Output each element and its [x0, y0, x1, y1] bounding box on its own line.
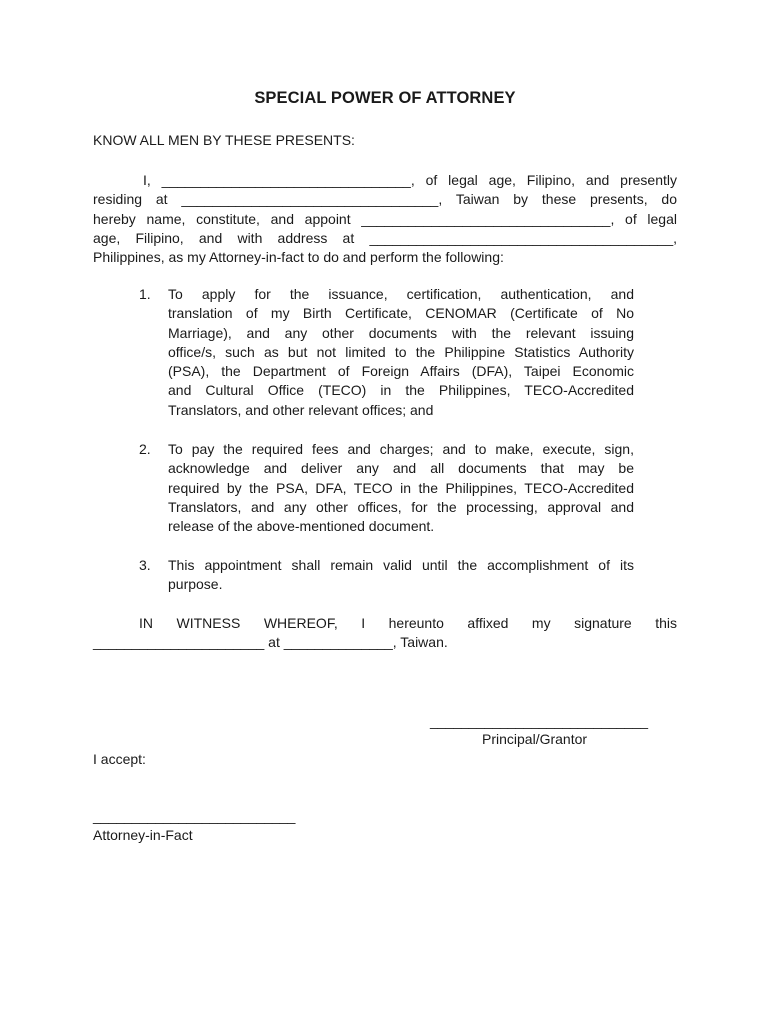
list-number: 2.	[139, 441, 151, 457]
attorney-label: Attorney-in-Fact	[93, 827, 193, 843]
list-item-line: translation of my Birth Certificate, CENOMAR (Certificate of No	[168, 305, 634, 322]
intro-line: age, Filipino, and with address at _______________________________________,	[93, 229, 677, 246]
list-item-line: Translators, and other relevant offices; and	[168, 401, 434, 418]
list-item-3	[168, 556, 634, 595]
intro-line: residing at _________________________________, Taiwan by these presents, do	[93, 191, 677, 208]
list-item-line: acknowledge and deliver any and all documents that may be	[168, 460, 634, 477]
list-item-line: required by the PSA, DFA, TECO in the Philippines, TECO-Accredited	[168, 479, 634, 496]
list-item-line: To pay the required fees and charges; and to make, execute, sign,	[168, 441, 634, 457]
list-item-line: Translators, and any other offices, for the processing, approval and	[168, 498, 634, 515]
principal-label: Principal/Grantor	[482, 731, 588, 747]
list-item-1	[168, 285, 634, 420]
witness-clause: IN WITNESS WHEREOF, I hereunto affixed my signature this	[139, 615, 677, 631]
list-number: 1.	[139, 286, 151, 302]
list-item-line: release of the above-mentioned document.	[168, 518, 435, 535]
list-item-line: office/s, such as but not limited to the Philippine Statistics Authority	[168, 343, 634, 360]
intro-line: hereby name, constitute, and appoint ________________________________, of legal	[93, 210, 677, 227]
attorney-signature-line: __________________________	[93, 808, 296, 824]
document-title: SPECIAL POWER OF ATTORNEY	[254, 89, 516, 107]
list-number: 3.	[139, 557, 151, 573]
accept-label: I accept:	[93, 751, 146, 767]
intro-line: I, ________________________________, of legal age, Filipino, and presently	[143, 172, 677, 188]
list-item-line: To apply for the issuance, certification, authentication, and	[168, 286, 634, 302]
list-item-line: Marriage), and any other documents with the relevant issuing	[168, 324, 634, 341]
list-item-line: This appointment shall remain valid until the accomplishment of its	[168, 557, 634, 573]
intro-paragraph	[93, 171, 677, 267]
principal-signature-line: ____________________________	[430, 713, 649, 729]
list-item-line: and Cultural Office (TECO) in the Philippines, TECO-Accredited	[168, 382, 634, 399]
list-item-line: purpose.	[168, 576, 223, 593]
witness-clause-date: ______________________ at ______________, Taiwan.	[93, 634, 448, 650]
preamble: KNOW ALL MEN BY THESE PRESENTS:	[93, 132, 355, 148]
intro-line: Philippines, as my Attorney-in-fact to do and perform the following:	[93, 249, 504, 266]
list-item-2	[168, 440, 634, 536]
list-item-line: (PSA), the Department of Foreign Affairs (DFA), Taipei Economic	[168, 363, 634, 380]
